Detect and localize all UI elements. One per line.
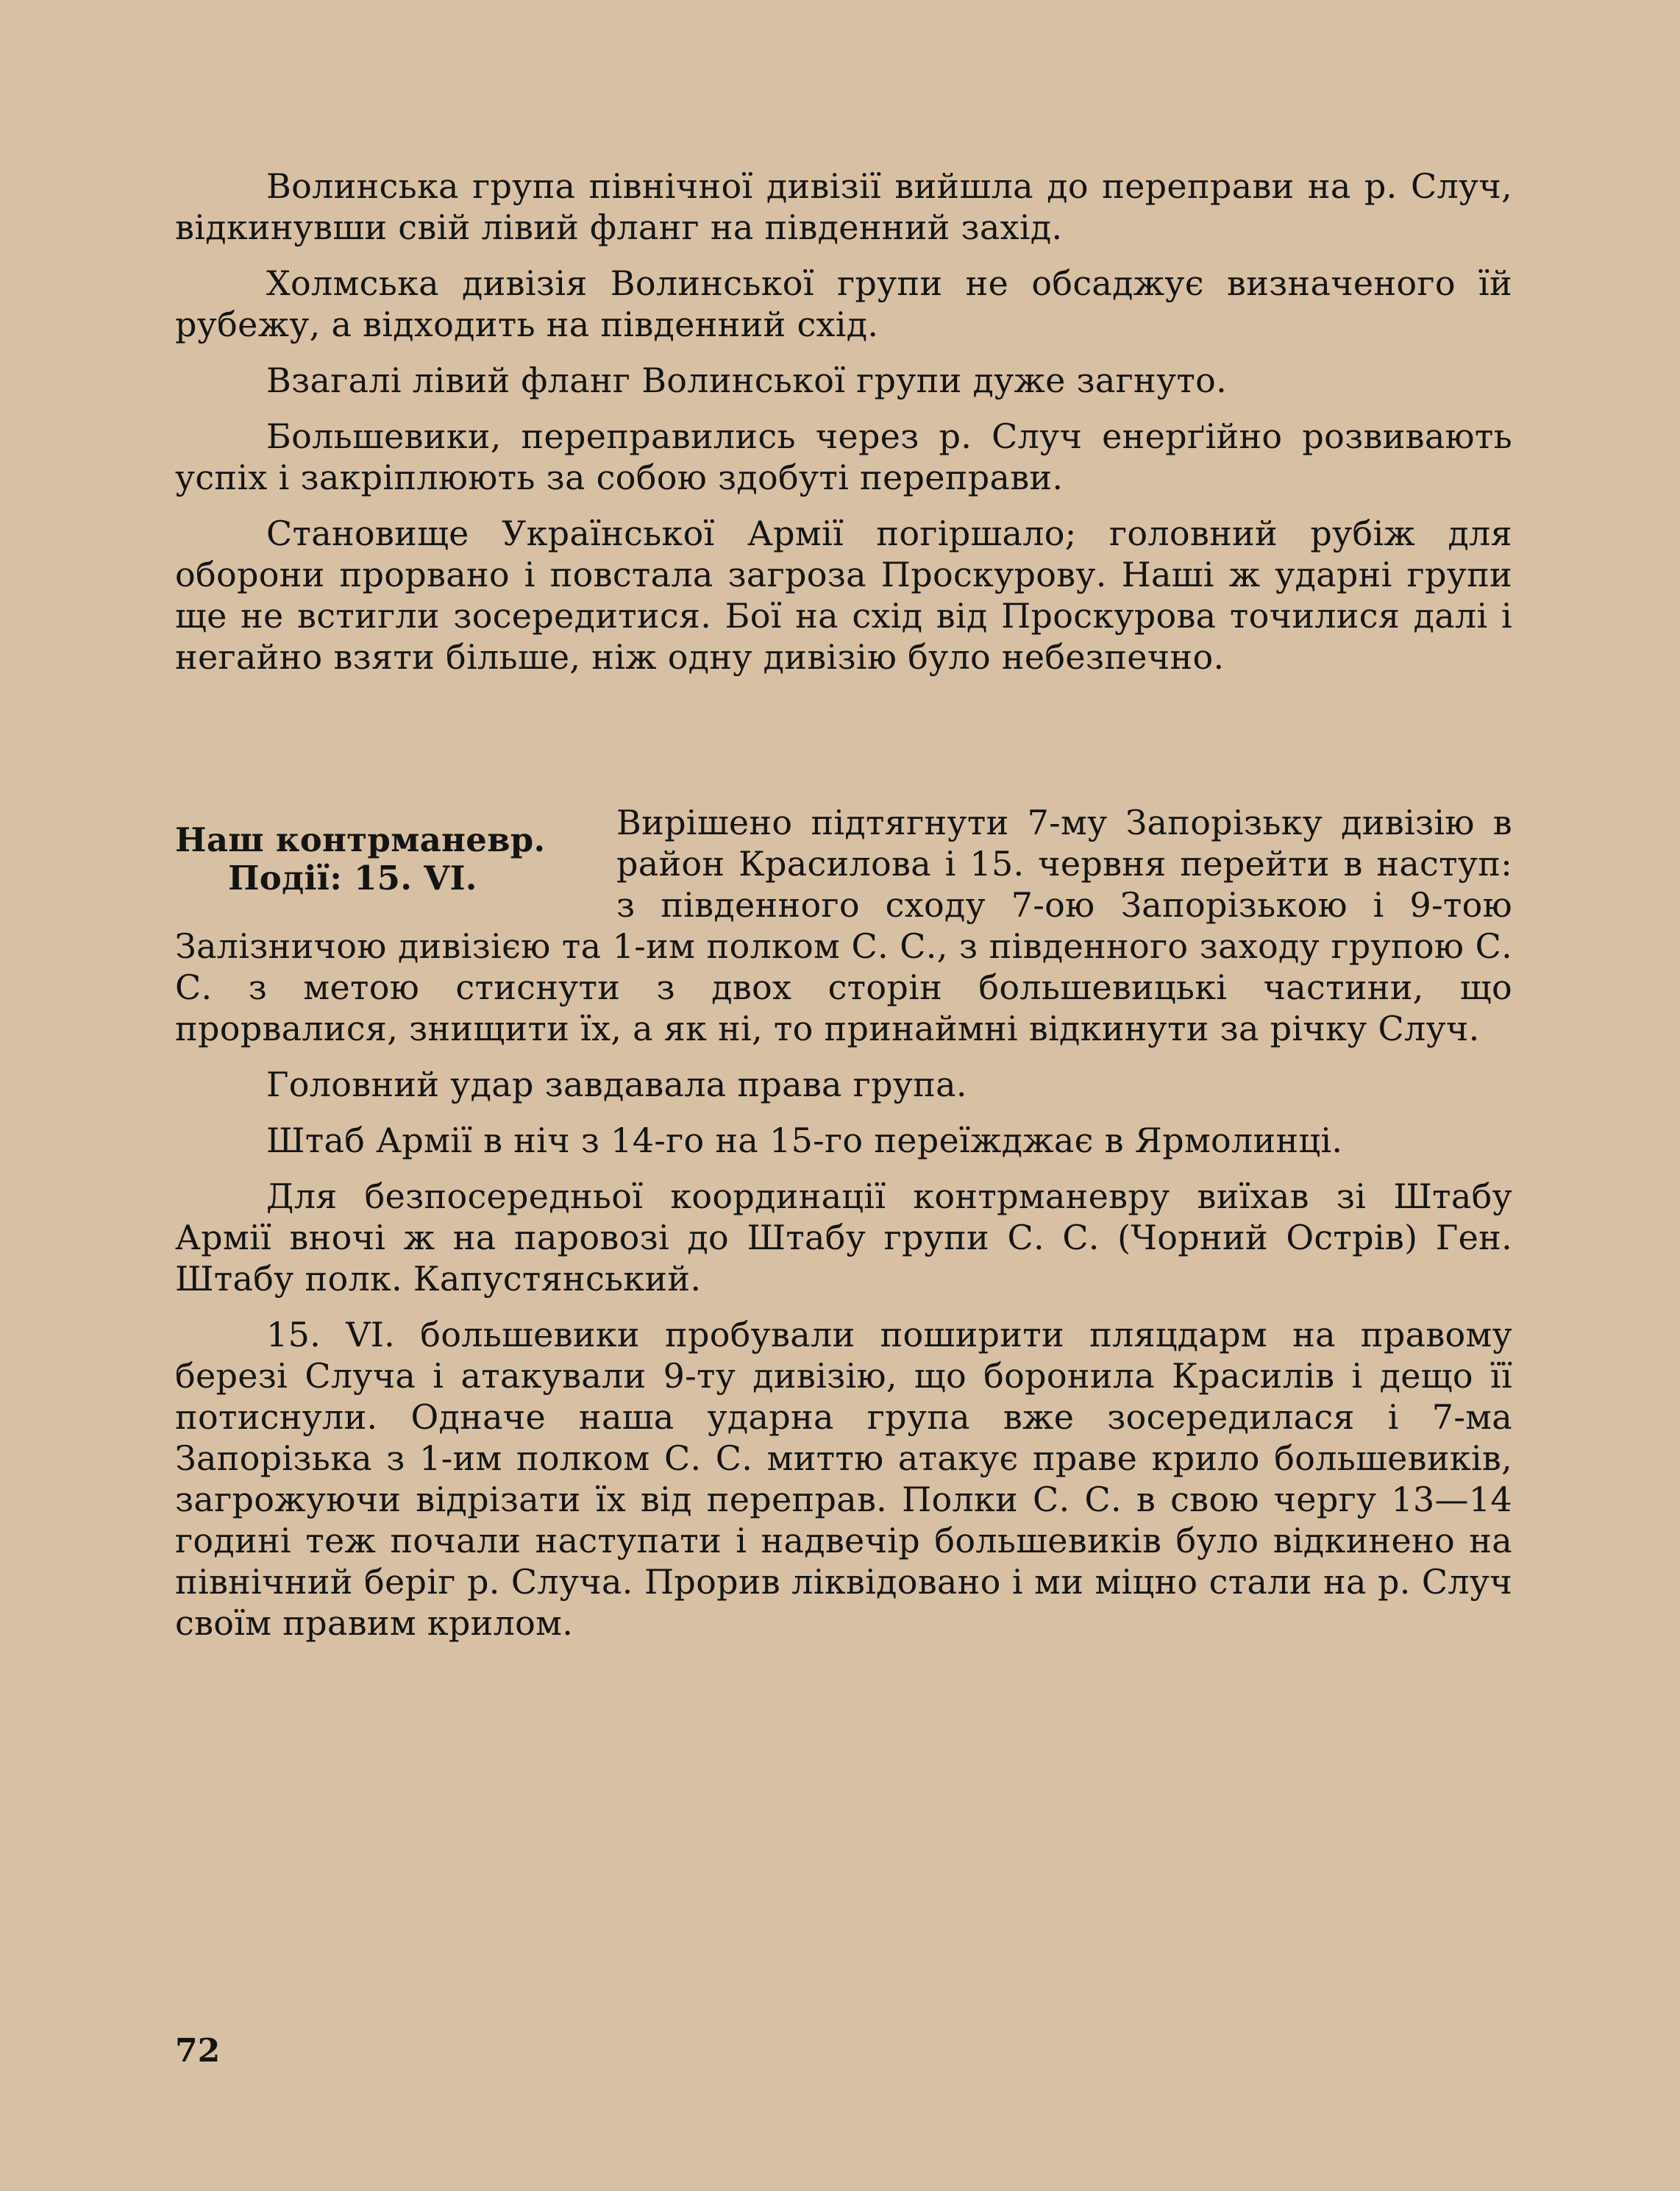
paragraph-decision: Вирішено підтягнути 7-му Запорізьку дивізію в район Красилова і 15. червня перейти в наступ: з південного сходу 7-ою Запорізькою і 9-тою Залізничою дивізією та 1-им полком С. С., з південного заходу групою С. С. з метою стиснути з двох сторін большевицькі частини, що прорвалися, знищити їх, а як ні, то принаймні відкинути за річку Случ. [175,803,1512,1048]
paragraph-army-hq: Штаб Армії в ніч з 14-го на 15-го переїжджає в Ярмолинці. [266,1121,1343,1160]
paragraph-kholm-division: Холмська дивізія Волинської групи не обсаджує визначеного їй рубежу, а відходить на південний схід. [175,263,1512,344]
paragraph-army-situation: Становище Української Армії погіршало; головний рубіж для оборони прорвано і повстала загроза Проскурову. Наші ж ударні групи ще не встигли зосередитися. Бої на схід від Проскурова точилися далі і негайно взяти більше, ніж одну дивізію було небезпечно. [175,514,1512,677]
margin-note-date: Події: 15. VI. [228,859,477,898]
paragraph-bolsheviks-crossing: Большевики, переправились через р. Случ енерґійно розвивають успіх і закріплюють за собою здобуті переправи. [175,416,1512,497]
paragraph-left-flank: Взагалі лівий фланг Волинської групи дуже загнуто. [266,361,1228,400]
margin-note-title: Наш контрманевр. [175,820,546,859]
paragraph-june-15: 15. VI. большевики пробували поширити пляцдарм на правому березі Случа і атакували 9-ту дивізію, що боронила Красилів і дещо її потиснули. Одначе наша ударна група вже зосередилася і 7-ма Запорізька з 1-им полком С. С. миттю атакує праве крило большевиків, загрожуючи відрізати їх від переправ. Полки С. С. в свою чергу 13—14 годині теж почали наступати і надвечір большевиків було відкинено на північний беріг р. Случа. Прорив ліквідовано і ми міцно стали на р. Случ своїм правим крилом. [175,1315,1512,1643]
top-text-section [175,166,1512,678]
page-number: 72 [175,2032,221,2070]
counter-maneuver-section [175,802,1512,1644]
paragraph-volyn-group: Волинська група північної дивізії вийшла до переправи на р. Случ, відкинувши свій лівий фланг на південний захід. [175,166,1512,247]
margin-note [175,821,587,898]
paragraph-coordination: Для безпосередньої координації контрманевру виїхав зі Штабу Армії вночі ж на паровозі до Штабу групи С. С. (Чорний Острів) Ген. Штабу полк. Капустянський. [175,1176,1512,1299]
paragraph-main-strike: Головний удар завдавала права група. [266,1065,967,1104]
